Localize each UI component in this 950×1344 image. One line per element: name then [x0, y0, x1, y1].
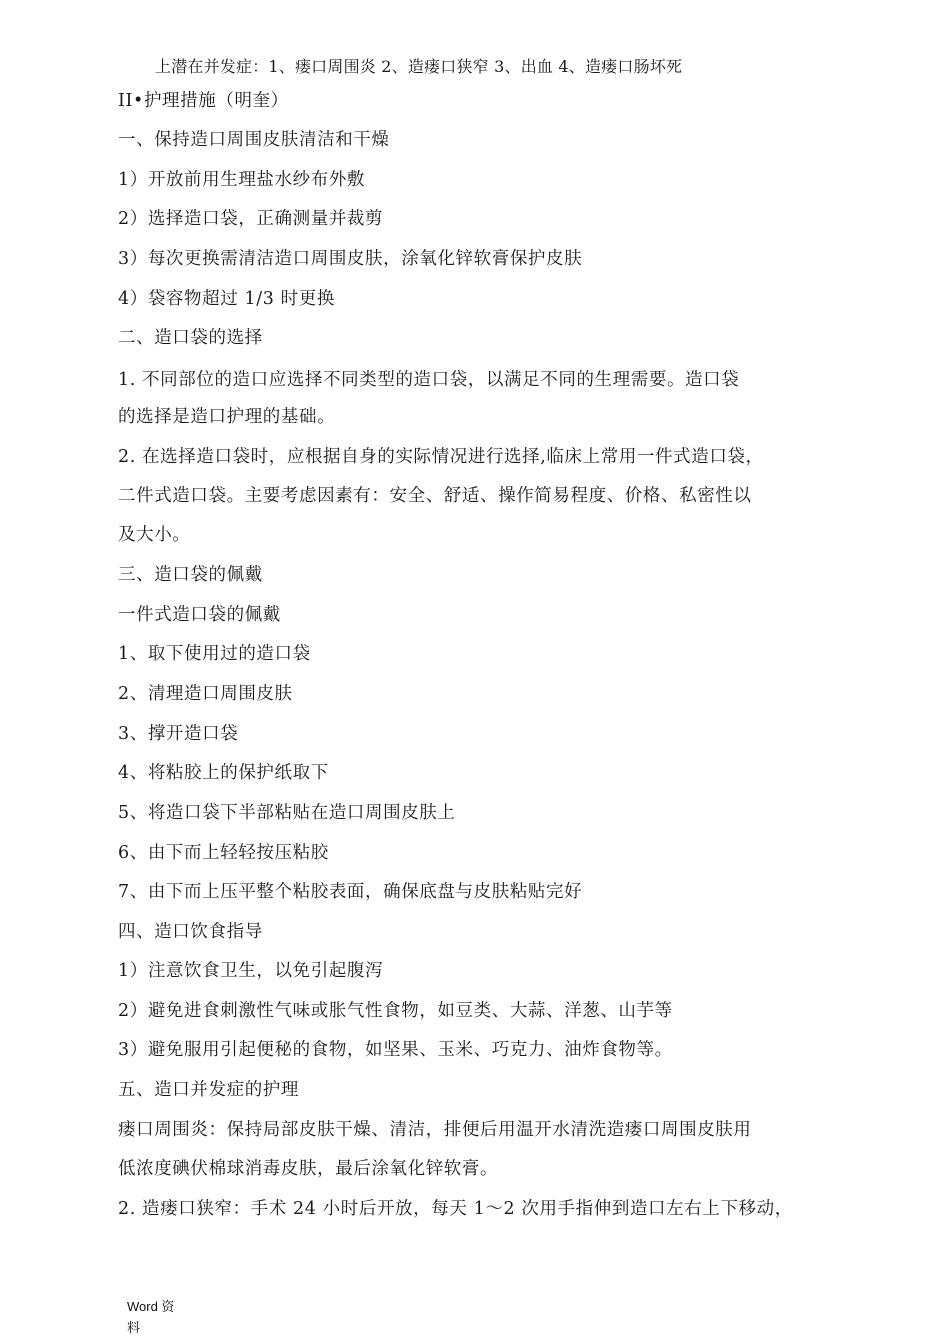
list-item: 5、将造口袋下半部粘贴在造口周围皮肤上 [118, 803, 456, 823]
section-heading: 三、造口袋的佩戴 [118, 565, 263, 585]
list-item: 3）避免服用引起便秘的食物，如坚果、玉米、巧克力、油炸食物等。 [118, 1040, 673, 1060]
text-line: 上潜在并发症：1、瘘口周围炎 2、造瘘口狭窄 3、出血 4、造瘘口肠坏死 [155, 57, 683, 76]
list-item: 4、将粘胶上的保护纸取下 [118, 763, 329, 783]
list-item: 4）袋容物超过 1/3 时更换 [118, 289, 335, 309]
paragraph-line: 低浓度碘伏棉球消毒皮肤，最后涂氧化锌软膏。 [118, 1159, 499, 1179]
section-heading: 二、造口袋的选择 [118, 328, 263, 348]
section-heading: 四、造口饮食指导 [118, 922, 263, 942]
paragraph-line: 2. 在选择造口袋时，应根据自身的实际情况进行选择,临床上常用一件式造口袋， [118, 447, 764, 467]
list-item: 3、撑开造口袋 [118, 724, 239, 744]
list-item: 1、取下使用过的造口袋 [118, 644, 311, 664]
section-heading: II•护理措施（明奎） [118, 91, 289, 111]
paragraph-line: 二件式造口袋。主要考虑因素有：安全、舒适、操作简易程度、价格、私密性以 [118, 486, 752, 506]
paragraph-line: 瘘口周围炎：保持局部皮肤干燥、清洁，排便后用温开水清洗造瘘口周围皮肤用 [118, 1120, 752, 1140]
paragraph-line: 2. 造瘘口狭窄：手术 24 小时后开放，每天 1～2 次用手指伸到造口左右上下移动， [118, 1199, 793, 1219]
page-footer [127, 1296, 174, 1338]
list-item: 6、由下而上轻轻按压粘胶 [118, 843, 329, 863]
paragraph-line: 及大小。 [118, 525, 191, 545]
list-item: 7、由下而上压平整个粘胶表面，确保底盘与皮肤粘贴完好 [118, 882, 583, 902]
subheading: 一件式造口袋的佩戴 [118, 605, 281, 625]
list-item: 2、清理造口周围皮肤 [118, 684, 293, 704]
paragraph-line: 1. 不同部位的造口应选择不同类型的造口袋，以满足不同的生理需要。造口袋 [118, 370, 740, 390]
list-item: 3）每次更换需清洁造口周围皮肤，涂氧化锌软膏保护皮肤 [118, 249, 583, 269]
footer-line: 料 [127, 1320, 141, 1335]
list-item: 1）注意饮食卫生，以免引起腹泻 [118, 961, 384, 981]
footer-line: Word 资 [127, 1299, 175, 1314]
section-heading: 一、保持造口周围皮肤清洁和干燥 [118, 130, 390, 150]
list-item: 2）选择造口袋，正确测量并裁剪 [118, 209, 384, 229]
list-item: 2）避免进食刺激性气味或胀气性食物，如豆类、大蒜、洋葱、山芋等 [118, 1001, 673, 1021]
list-item: 1）开放前用生理盐水纱布外敷 [118, 170, 366, 190]
paragraph-line: 的选择是造口护理的基础。 [118, 407, 336, 427]
section-heading: 五、造口并发症的护理 [118, 1080, 299, 1100]
